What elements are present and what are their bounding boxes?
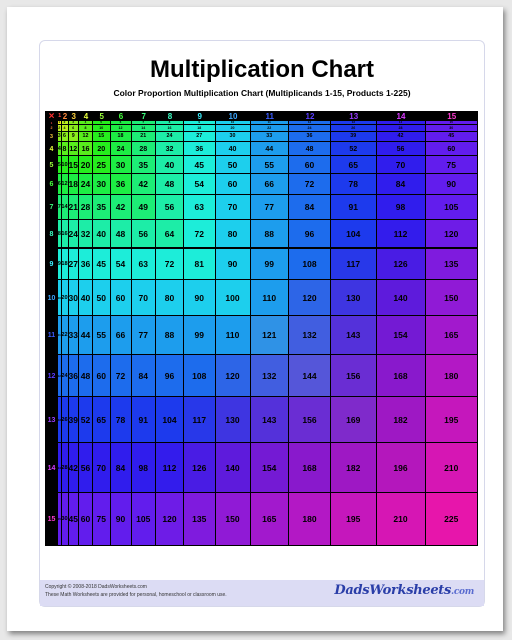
product-cell: 99 — [251, 249, 290, 281]
dadsworksheets-logo[interactable]: DadsWorksheets.com — [334, 583, 474, 598]
product-cell: 78 — [331, 174, 377, 195]
product-cell: 72 — [184, 220, 216, 248]
product-cell: 66 — [111, 316, 132, 355]
product-cell: 72 — [156, 249, 184, 281]
product-cell: 24 — [289, 125, 331, 132]
product-cell: 13 — [331, 121, 377, 125]
product-cell: 169 — [331, 397, 377, 443]
row-header: 11 — [47, 331, 56, 339]
product-cell: 84 — [377, 174, 426, 195]
product-cell: 35 — [132, 156, 157, 174]
product-cell: 96 — [289, 220, 331, 248]
product-cell: 36 — [289, 132, 331, 143]
product-cell: 143 — [251, 397, 290, 443]
product-cell: 32 — [79, 220, 93, 248]
column-header: 7 — [141, 111, 146, 121]
product-cell: 77 — [132, 316, 157, 355]
product-cell: 130 — [216, 397, 251, 443]
product-cell: 96 — [156, 355, 184, 398]
product-cell: 144 — [289, 355, 331, 398]
product-cell: 135 — [184, 493, 216, 546]
product-cell: 121 — [251, 316, 290, 355]
product-cell: 56 — [79, 443, 93, 493]
product-cell: 156 — [289, 397, 331, 443]
product-cell: 50 — [216, 156, 251, 174]
product-cell: 3 — [69, 121, 80, 125]
product-cell: 182 — [331, 443, 377, 493]
product-cell: 18 — [69, 174, 80, 195]
product-cell: 22 — [62, 316, 69, 355]
product-cell: 150 — [216, 493, 251, 546]
product-cell: 4 — [79, 121, 93, 125]
product-cell: 40 — [79, 280, 93, 315]
product-cell: 70 — [132, 280, 157, 315]
product-cell: 5 — [93, 121, 111, 125]
product-cell: 54 — [111, 249, 132, 281]
product-cell: 210 — [426, 443, 479, 493]
product-cell: 88 — [156, 316, 184, 355]
product-cell: 108 — [184, 355, 216, 398]
product-cell: 56 — [156, 195, 184, 220]
product-cell: 24 — [62, 355, 69, 398]
column-header: 9 — [197, 111, 202, 121]
product-cell: 64 — [156, 220, 184, 248]
product-cell: 13 — [58, 397, 62, 443]
product-cell: 18 — [62, 249, 69, 281]
row-header: 2 — [50, 126, 53, 131]
product-cell: 27 — [69, 249, 80, 281]
product-cell: 108 — [289, 249, 331, 281]
product-cell: 12 — [79, 132, 93, 143]
product-cell: 140 — [377, 280, 426, 315]
row-header: 5 — [49, 161, 54, 169]
row-header: 9 — [49, 260, 54, 268]
product-cell: 8 — [79, 125, 93, 132]
product-cell: 48 — [79, 355, 93, 398]
product-cell: 90 — [111, 493, 132, 546]
product-cell: 7 — [132, 121, 157, 125]
product-cell: 84 — [289, 195, 331, 220]
product-cell: 104 — [331, 220, 377, 248]
column-header: 2 — [62, 111, 68, 121]
chart-panel — [39, 40, 485, 607]
product-cell: 15 — [69, 156, 80, 174]
product-cell: 99 — [184, 316, 216, 355]
product-cell: 27 — [184, 132, 216, 143]
product-cell: 45 — [426, 132, 479, 143]
product-cell: 154 — [251, 443, 290, 493]
column-header: 14 — [396, 111, 406, 121]
product-cell: 9 — [58, 249, 62, 281]
product-cell: 8 — [156, 121, 184, 125]
column-header: 8 — [167, 111, 173, 121]
product-cell: 26 — [62, 397, 69, 443]
product-cell: 28 — [79, 195, 93, 220]
product-cell: 24 — [111, 142, 132, 156]
product-cell: 143 — [331, 316, 377, 355]
row-header: 15 — [47, 515, 56, 523]
product-cell: 180 — [426, 355, 479, 398]
product-cell: 30 — [426, 125, 479, 132]
row-header: 4 — [49, 145, 54, 153]
product-cell: 110 — [216, 316, 251, 355]
product-cell: 21 — [132, 132, 157, 143]
product-cell: 33 — [69, 316, 80, 355]
product-cell: 15 — [426, 121, 479, 125]
product-cell: 15 — [93, 132, 111, 143]
product-cell: 45 — [93, 249, 111, 281]
product-cell: 60 — [426, 142, 479, 156]
column-header: 12 — [305, 111, 315, 121]
product-cell: 91 — [331, 195, 377, 220]
product-cell: 75 — [426, 156, 479, 174]
product-cell: 10 — [216, 121, 251, 125]
product-cell: 24 — [156, 132, 184, 143]
product-cell: 33 — [251, 132, 290, 143]
row-header: 7 — [49, 204, 54, 212]
product-cell: 10 — [62, 156, 69, 174]
product-cell: 56 — [377, 142, 426, 156]
product-cell: 126 — [377, 249, 426, 281]
product-cell: 20 — [93, 142, 111, 156]
product-cell: 195 — [426, 397, 479, 443]
product-cell: 20 — [79, 156, 93, 174]
product-cell: 63 — [132, 249, 157, 281]
product-cell: 70 — [377, 156, 426, 174]
product-cell: 11 — [251, 121, 290, 125]
product-cell: 6 — [111, 121, 132, 125]
product-cell: 168 — [289, 443, 331, 493]
product-cell: 30 — [93, 174, 111, 195]
column-header: 10 — [228, 111, 238, 121]
product-cell: 12 — [62, 174, 69, 195]
product-cell: 105 — [132, 493, 157, 546]
row-header: 1 — [50, 120, 53, 125]
product-cell: 9 — [184, 121, 216, 125]
product-cell: 7 — [58, 195, 62, 220]
product-cell: 48 — [156, 174, 184, 195]
product-cell: 140 — [216, 443, 251, 493]
row-header: 12 — [47, 372, 56, 380]
product-cell: 60 — [289, 156, 331, 174]
product-cell: 24 — [79, 174, 93, 195]
product-cell: 40 — [216, 142, 251, 156]
product-cell: 120 — [216, 355, 251, 398]
multiplication-grid — [45, 111, 478, 546]
product-cell: 39 — [331, 132, 377, 143]
product-cell: 165 — [426, 316, 479, 355]
product-cell: 100 — [216, 280, 251, 315]
column-header: 4 — [83, 111, 89, 121]
product-cell: 4 — [62, 125, 69, 132]
product-cell: 42 — [377, 132, 426, 143]
product-cell: 130 — [331, 280, 377, 315]
product-cell: 48 — [289, 142, 331, 156]
product-cell: 1 — [58, 120, 61, 125]
product-cell: 25 — [93, 156, 111, 174]
product-cell: 182 — [377, 397, 426, 443]
product-cell: 18 — [184, 125, 216, 132]
column-header: 15 — [447, 111, 457, 121]
footer-bar — [40, 580, 484, 606]
product-cell: 72 — [289, 174, 331, 195]
product-cell: 132 — [251, 355, 290, 398]
product-cell: 9 — [69, 132, 80, 143]
product-cell: 12 — [289, 121, 331, 125]
product-cell: 3 — [58, 132, 62, 143]
product-cell: 91 — [132, 397, 157, 443]
product-cell: 36 — [69, 355, 80, 398]
product-cell: 56 — [132, 220, 157, 248]
product-cell: 78 — [111, 397, 132, 443]
product-cell: 180 — [289, 493, 331, 546]
corner-symbol: × — [48, 110, 55, 122]
product-cell: 20 — [216, 125, 251, 132]
product-cell: 39 — [69, 397, 80, 443]
column-header: 13 — [349, 111, 359, 121]
product-cell: 16 — [79, 142, 93, 156]
product-cell: 4 — [58, 142, 62, 156]
product-cell: 30 — [111, 156, 132, 174]
product-cell: 42 — [111, 195, 132, 220]
product-cell: 12 — [58, 355, 62, 398]
product-cell: 120 — [289, 280, 331, 315]
product-cell: 35 — [93, 195, 111, 220]
product-cell: 6 — [69, 125, 80, 132]
product-cell: 10 — [58, 280, 62, 315]
product-cell: 16 — [62, 220, 69, 248]
row-header: 6 — [49, 181, 54, 189]
product-cell: 11 — [58, 316, 62, 355]
product-cell: 44 — [251, 142, 290, 156]
product-cell: 55 — [251, 156, 290, 174]
product-cell: 90 — [216, 249, 251, 281]
product-cell: 55 — [93, 316, 111, 355]
row-header: 13 — [47, 416, 56, 424]
product-cell: 80 — [156, 280, 184, 315]
product-cell: 126 — [184, 443, 216, 493]
product-cell: 156 — [331, 355, 377, 398]
product-cell: 8 — [58, 220, 62, 248]
product-cell: 12 — [69, 142, 80, 156]
product-cell: 60 — [93, 355, 111, 398]
product-cell: 10 — [93, 125, 111, 132]
product-cell: 15 — [58, 493, 62, 546]
product-cell: 72 — [111, 355, 132, 398]
product-cell: 5 — [58, 156, 62, 174]
product-cell: 28 — [377, 125, 426, 132]
product-cell: 26 — [331, 125, 377, 132]
product-cell: 84 — [132, 355, 157, 398]
product-cell: 28 — [62, 443, 69, 493]
usage-notice: These Math Worksheets are provided for personal, homeschool or classroom use. — [45, 592, 227, 598]
page-subtitle: Color Proportion Multiplication Chart (Multiplicands 1-15, Products 1-225) — [113, 88, 411, 98]
product-cell: 60 — [111, 280, 132, 315]
product-cell: 65 — [93, 397, 111, 443]
product-cell: 30 — [62, 493, 69, 546]
product-cell: 112 — [156, 443, 184, 493]
product-cell: 210 — [377, 493, 426, 546]
row-header: 8 — [49, 230, 54, 238]
product-cell: 195 — [331, 493, 377, 546]
product-cell: 36 — [184, 142, 216, 156]
product-cell: 14 — [62, 195, 69, 220]
product-cell: 60 — [216, 174, 251, 195]
product-cell: 60 — [79, 493, 93, 546]
product-cell: 54 — [184, 174, 216, 195]
product-cell: 48 — [111, 220, 132, 248]
product-cell: 112 — [377, 220, 426, 248]
product-cell: 21 — [69, 195, 80, 220]
worksheet-page — [7, 7, 503, 631]
product-cell: 120 — [156, 493, 184, 546]
product-cell: 154 — [377, 316, 426, 355]
product-cell: 88 — [251, 220, 290, 248]
row-header: 10 — [47, 294, 56, 302]
column-header: 5 — [99, 111, 104, 121]
product-cell: 24 — [69, 220, 80, 248]
row-header: 14 — [47, 464, 56, 472]
product-cell: 12 — [111, 125, 132, 132]
product-cell: 40 — [156, 156, 184, 174]
product-cell: 70 — [93, 443, 111, 493]
product-cell: 98 — [377, 195, 426, 220]
product-cell: 120 — [426, 220, 479, 248]
product-cell: 28 — [132, 142, 157, 156]
product-cell: 117 — [331, 249, 377, 281]
product-cell: 16 — [156, 125, 184, 132]
product-cell: 49 — [132, 195, 157, 220]
product-cell: 66 — [251, 174, 290, 195]
column-header: 11 — [265, 111, 274, 121]
product-cell: 8 — [62, 142, 69, 156]
column-header: 1 — [58, 113, 62, 119]
product-cell: 98 — [132, 443, 157, 493]
product-cell: 42 — [69, 443, 80, 493]
product-cell: 105 — [426, 195, 479, 220]
product-cell: 150 — [426, 280, 479, 315]
product-cell: 6 — [62, 132, 69, 143]
product-cell: 196 — [377, 443, 426, 493]
product-cell: 14 — [132, 125, 157, 132]
product-cell: 22 — [251, 125, 290, 132]
product-cell: 45 — [184, 156, 216, 174]
product-cell: 90 — [184, 280, 216, 315]
product-cell: 168 — [377, 355, 426, 398]
product-cell: 65 — [331, 156, 377, 174]
product-cell: 52 — [79, 397, 93, 443]
product-cell: 132 — [289, 316, 331, 355]
product-cell: 30 — [216, 132, 251, 143]
product-cell: 165 — [251, 493, 290, 546]
product-cell: 2 — [62, 121, 69, 125]
page-title: Multiplication Chart — [150, 56, 374, 83]
product-cell: 110 — [251, 280, 290, 315]
product-cell: 135 — [426, 249, 479, 281]
product-cell: 36 — [111, 174, 132, 195]
product-cell: 225 — [426, 493, 479, 546]
product-cell: 14 — [377, 121, 426, 125]
product-cell: 50 — [93, 280, 111, 315]
product-cell: 90 — [426, 174, 479, 195]
product-cell: 32 — [156, 142, 184, 156]
column-header: 3 — [71, 111, 76, 121]
product-cell: 44 — [79, 316, 93, 355]
column-header: 6 — [118, 111, 124, 121]
row-header: 3 — [50, 133, 53, 140]
product-cell: 18 — [111, 132, 132, 143]
product-cell: 40 — [93, 220, 111, 248]
product-cell: 63 — [184, 195, 216, 220]
product-cell: 36 — [79, 249, 93, 281]
product-cell: 70 — [216, 195, 251, 220]
product-cell: 42 — [132, 174, 157, 195]
product-cell: 20 — [62, 280, 69, 315]
product-cell: 52 — [331, 142, 377, 156]
product-cell: 104 — [156, 397, 184, 443]
product-cell: 14 — [58, 443, 62, 493]
product-cell: 80 — [216, 220, 251, 248]
product-cell: 2 — [58, 125, 62, 132]
product-cell: 6 — [58, 174, 62, 195]
product-cell: 77 — [251, 195, 290, 220]
copyright-text: Copyright © 2008-2018 DadsWorksheets.com — [45, 584, 147, 590]
product-cell: 30 — [69, 280, 80, 315]
product-cell: 117 — [184, 397, 216, 443]
product-cell: 45 — [69, 493, 80, 546]
product-cell: 84 — [111, 443, 132, 493]
product-cell: 81 — [184, 249, 216, 281]
product-cell: 75 — [93, 493, 111, 546]
